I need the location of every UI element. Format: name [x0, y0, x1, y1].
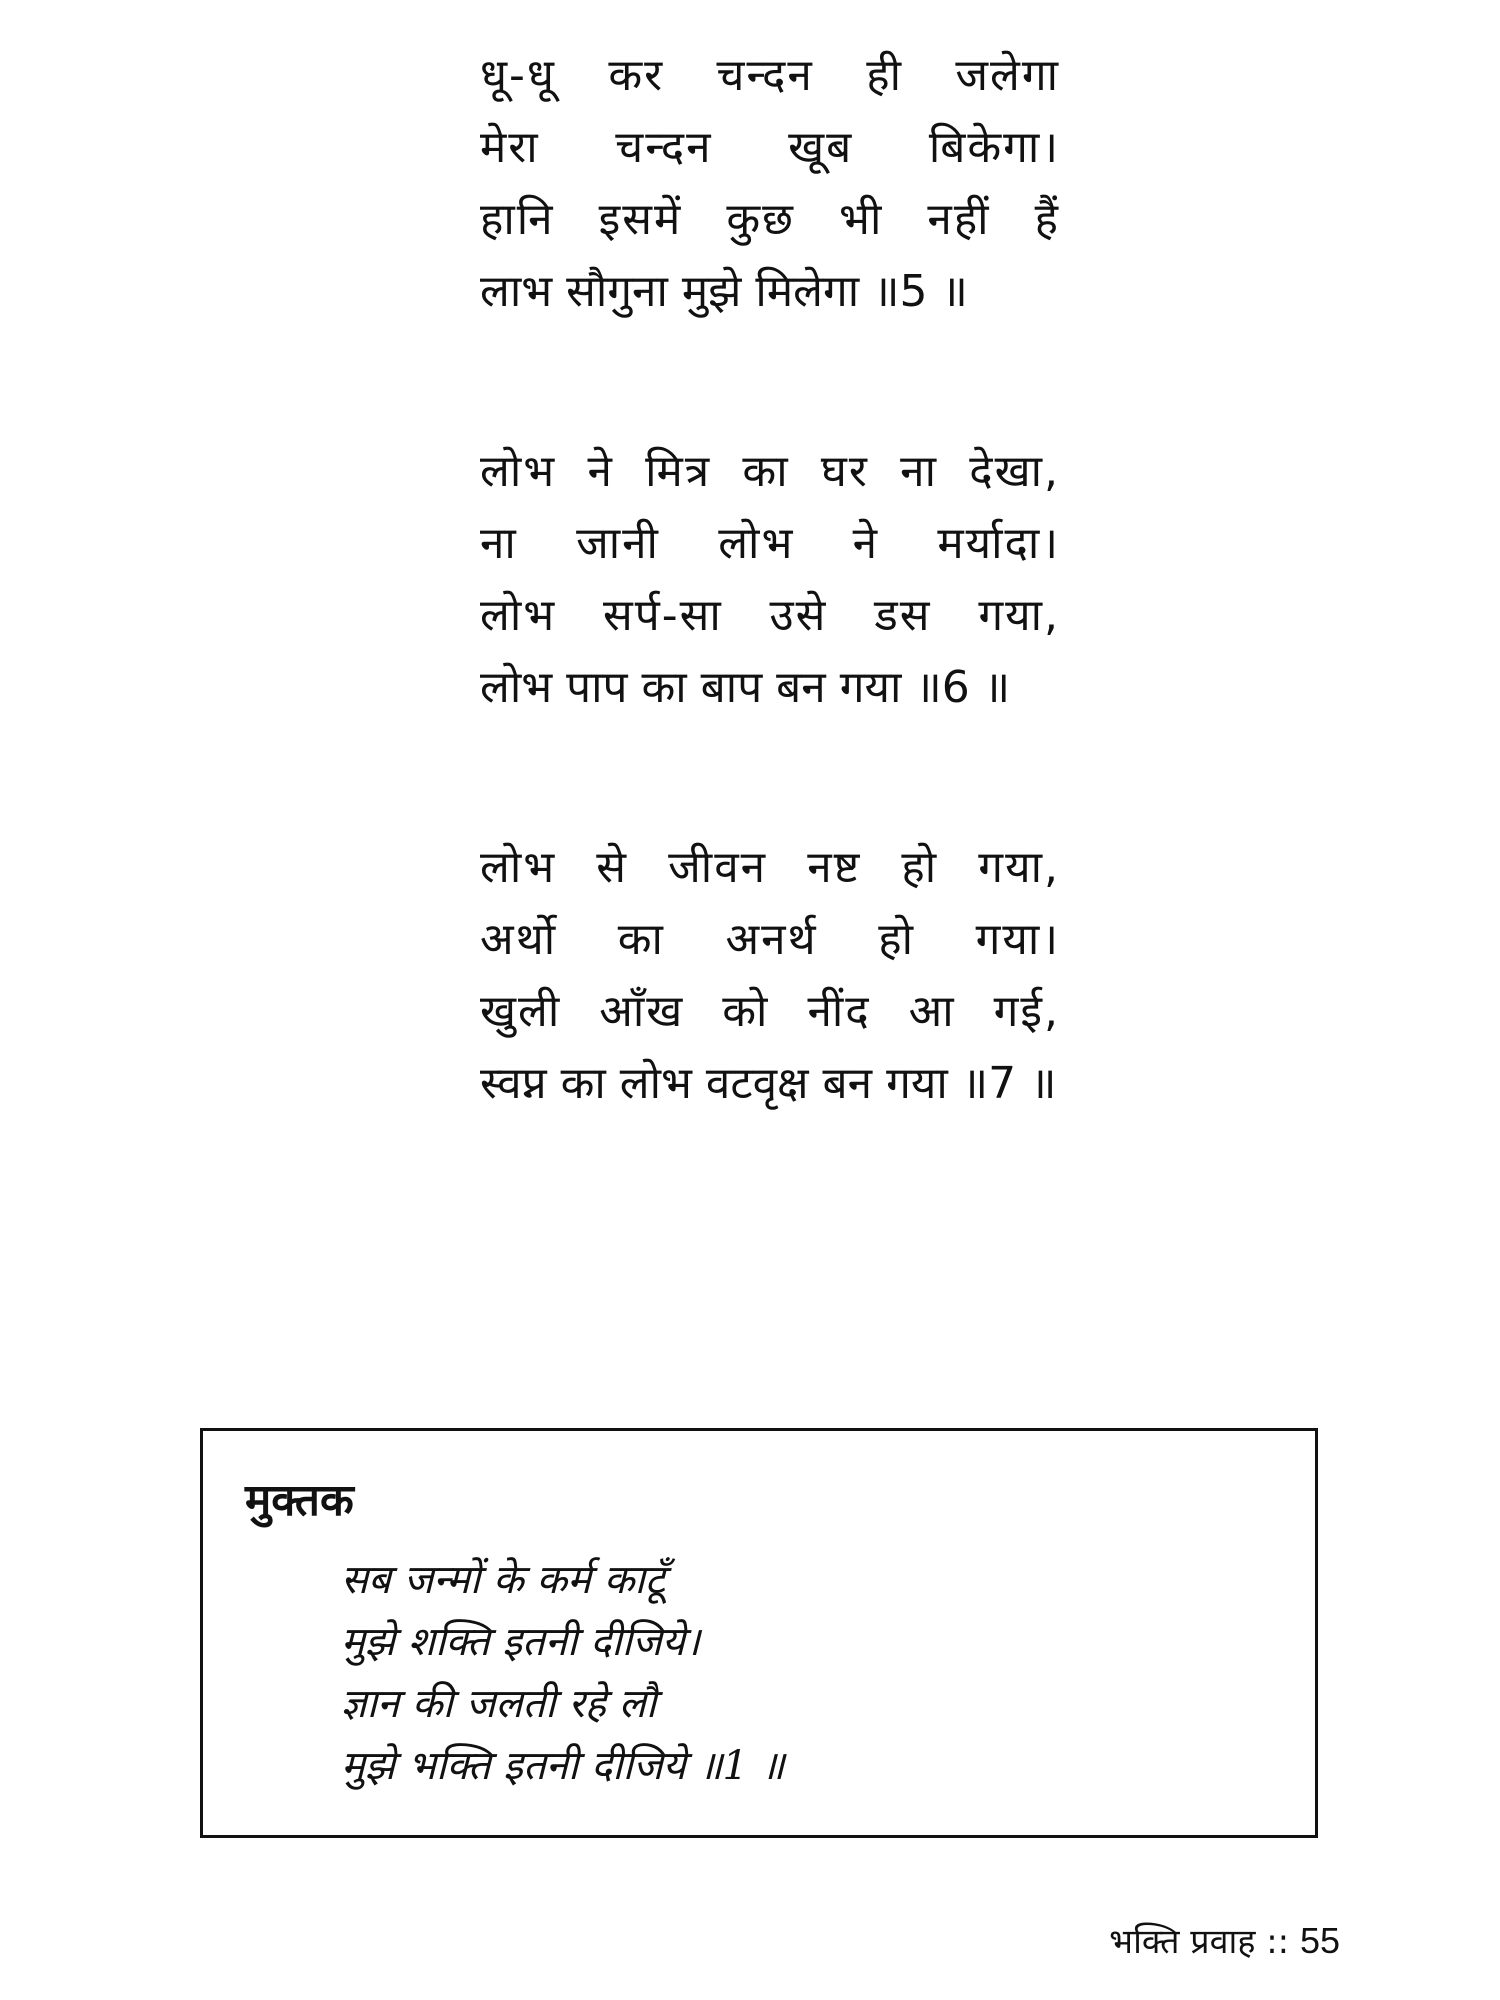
verse-line: अर्थो का अनर्थ हो गया। [480, 914, 1060, 965]
verse-line: ना जानी लोभ ने मर्यादा। [480, 518, 1060, 569]
verse-line: मेरा चन्दन खूब बिकेगा। [480, 122, 1060, 173]
stanza-7 [480, 832, 1060, 1120]
verse-line: खुली आँख को नींद आ गई, [480, 986, 1060, 1037]
page-number: 55 [1299, 1920, 1340, 1961]
footer-separator: :: [1266, 1922, 1290, 1962]
verse-line: लोभ से जीवन नष्ट हो गया, [480, 842, 1060, 893]
muktak-verse [341, 1549, 785, 1797]
verse-line: धू-धू कर चन्दन ही जलेगा [480, 50, 1060, 101]
muktak-line: सब जन्मों के कर्म काटूँ [341, 1557, 666, 1603]
stanza-6 [480, 436, 1060, 724]
poem [480, 40, 1060, 1228]
stanza-5 [480, 40, 1060, 328]
muktak-title: मुक्तक [245, 1475, 354, 1526]
verse-line: स्वप्न का लोभ वटवृक्ष बन गया ॥7 ॥ [480, 1058, 1057, 1109]
verse-line: लोभ ने मित्र का घर ना देखा, [480, 446, 1060, 497]
verse-line: लाभ सौगुना मुझे मिलेगा ॥5 ॥ [480, 266, 968, 317]
muktak-line: ज्ञान की जलती रहे लौ [341, 1681, 657, 1727]
verse-line: हानि इसमें कुछ भी नहीं हैं [480, 194, 1060, 245]
verse-line: लोभ सर्प-सा उसे डस गया, [480, 590, 1060, 641]
book-title: भक्ति प्रवाह [1109, 1922, 1256, 1962]
muktak-box [200, 1428, 1318, 1838]
page-footer [1109, 1916, 1340, 1967]
muktak-line: मुझे शक्ति इतनी दीजिये। [341, 1619, 701, 1665]
muktak-line: मुझे भक्ति इतनी दीजिये ॥1 ॥ [341, 1743, 785, 1789]
verse-line: लोभ पाप का बाप बन गया ॥6 ॥ [480, 662, 1011, 713]
